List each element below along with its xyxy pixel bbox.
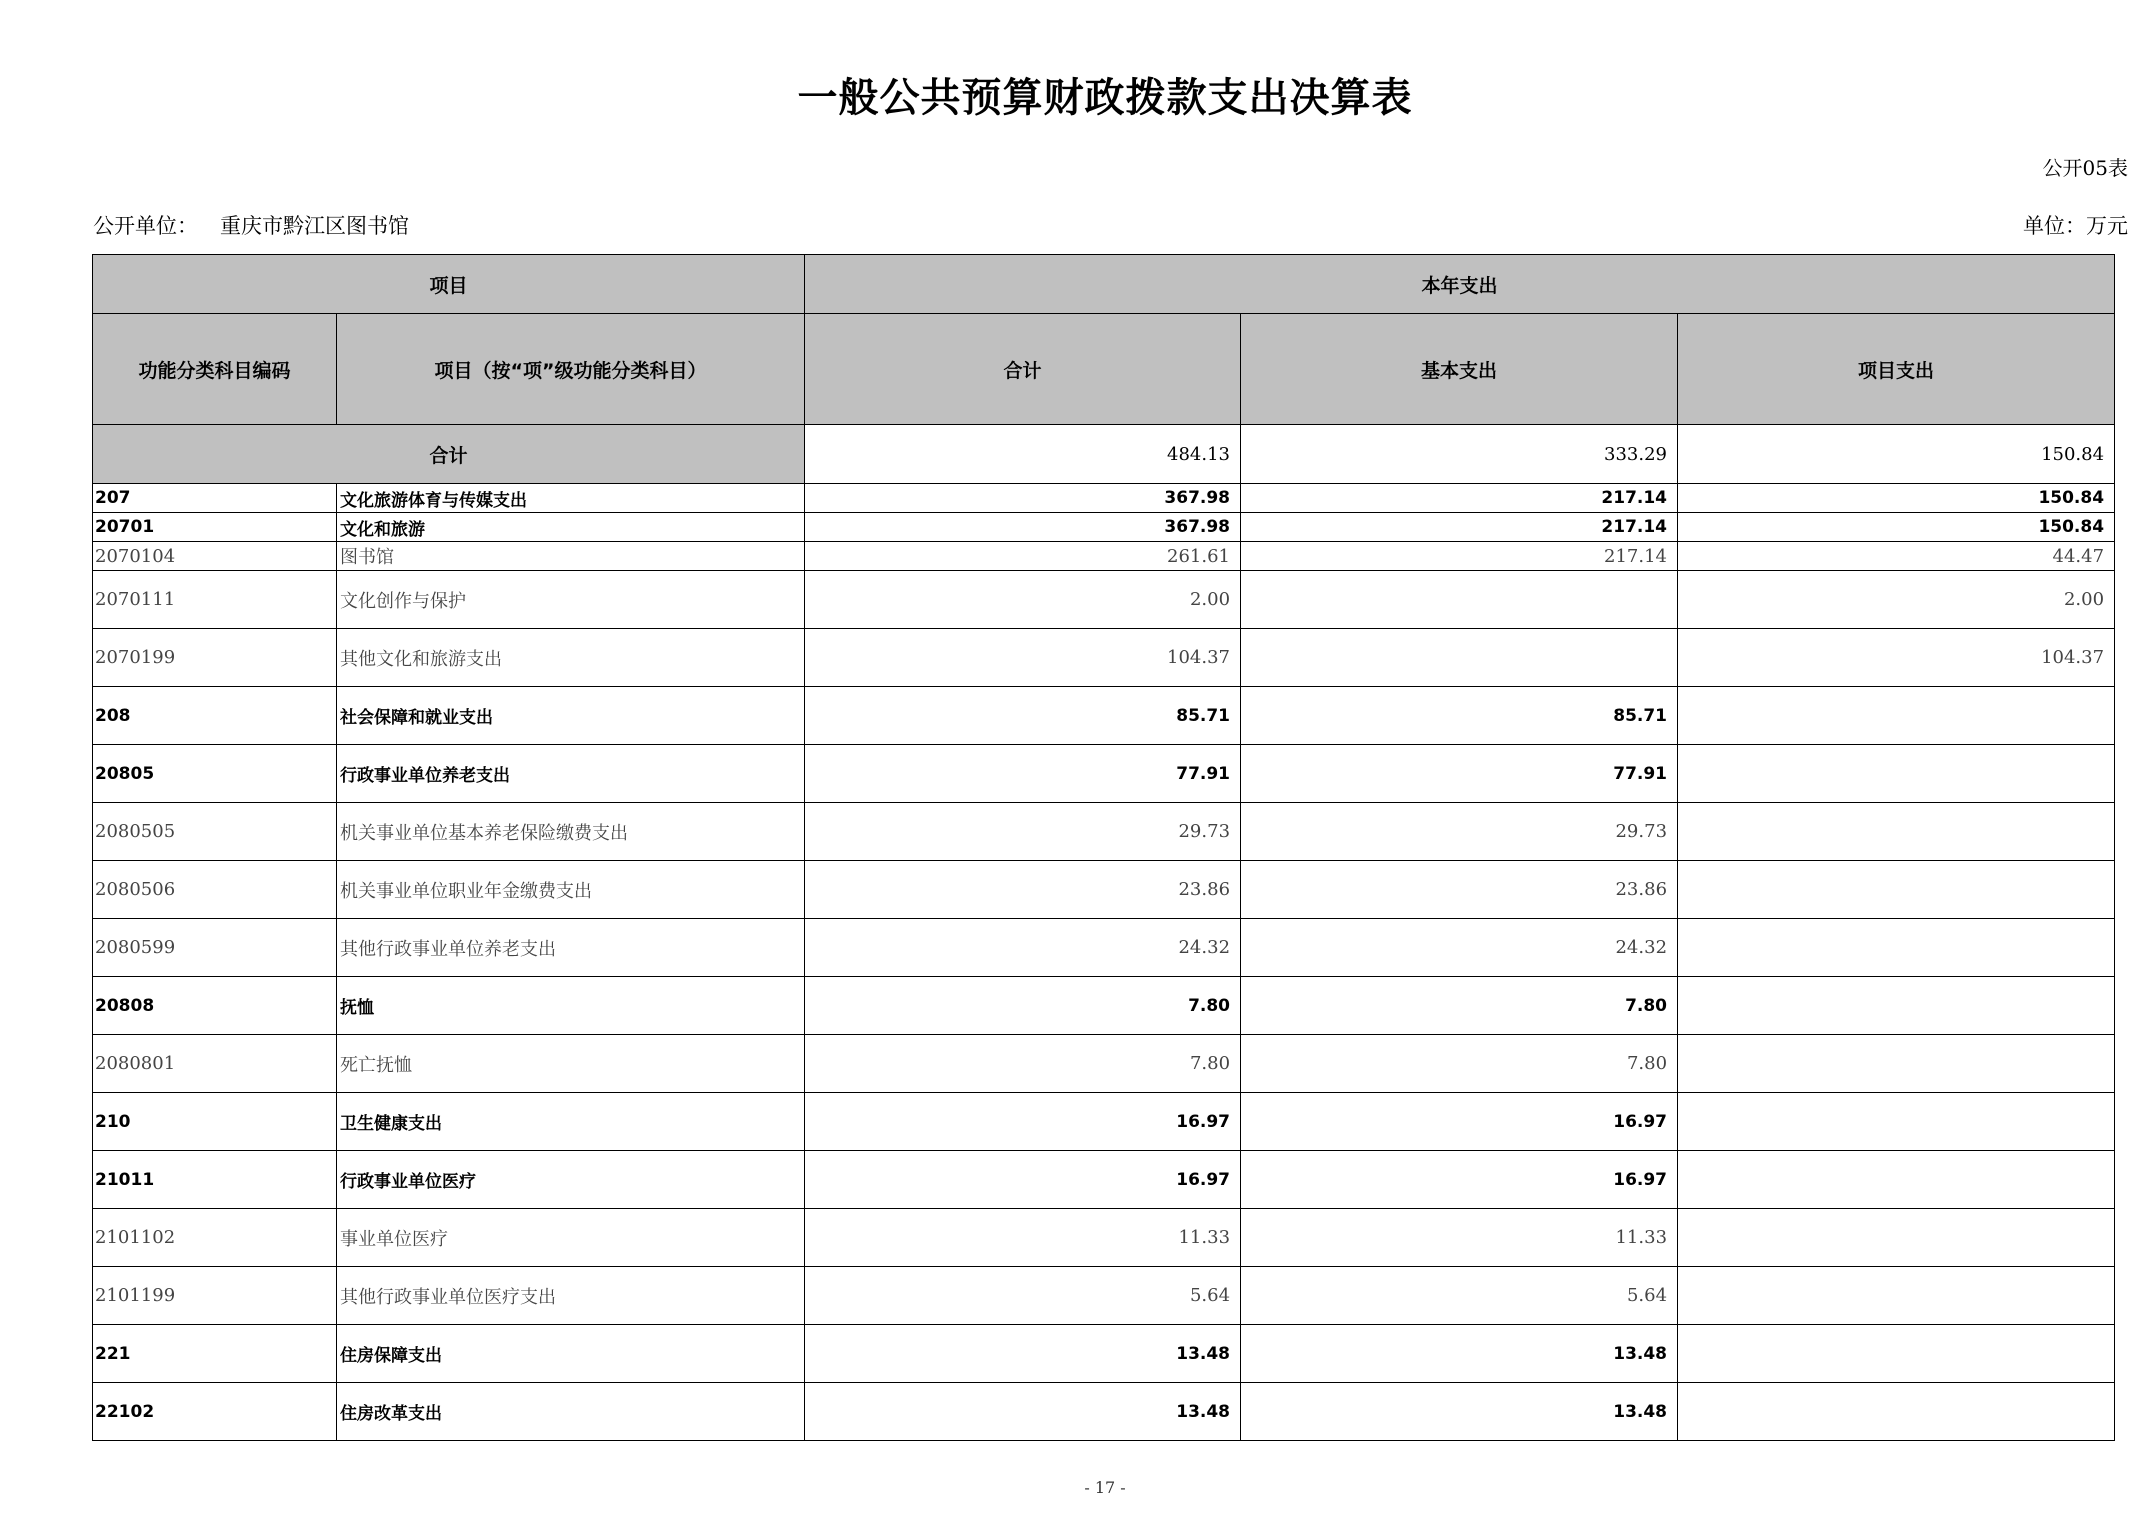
- cell-code: 2080801: [93, 1035, 337, 1093]
- cell-total: 13.48: [805, 1383, 1241, 1441]
- cell-basic: 217.14: [1241, 484, 1678, 513]
- table-row: [93, 1093, 2115, 1151]
- cell-total: 77.91: [805, 745, 1241, 803]
- cell-code: 2070104: [93, 542, 337, 571]
- cell-name: 抚恤: [337, 977, 805, 1035]
- cell-name: 行政事业单位医疗: [337, 1151, 805, 1209]
- cell-project: [1678, 861, 2115, 919]
- cell-basic: 16.97: [1241, 1151, 1678, 1209]
- table-row: [93, 571, 2115, 629]
- cell-name: 图书馆: [337, 542, 805, 571]
- cell-project: 150.84: [1678, 484, 2115, 513]
- cell-code: 207: [93, 484, 337, 513]
- table-row: [93, 977, 2115, 1035]
- cell-code: 2080599: [93, 919, 337, 977]
- page-number: - 17 -: [1084, 1478, 1126, 1497]
- cell-project: [1678, 1267, 2115, 1325]
- cell-code: 2080506: [93, 861, 337, 919]
- cell-name: 事业单位医疗: [337, 1209, 805, 1267]
- cell-total: 7.80: [805, 977, 1241, 1035]
- cell-basic: [1241, 629, 1678, 687]
- total-row-basic: 333.29: [1241, 425, 1678, 484]
- cell-code: 22102: [93, 1383, 337, 1441]
- cell-total: 2.00: [805, 571, 1241, 629]
- cell-name: 社会保障和就业支出: [337, 687, 805, 745]
- table-row: [93, 629, 2115, 687]
- header-project: 项目: [93, 255, 805, 314]
- cell-code: 20805: [93, 745, 337, 803]
- cell-name: 其他行政事业单位养老支出: [337, 919, 805, 977]
- cell-code: 20808: [93, 977, 337, 1035]
- cell-code: 2070111: [93, 571, 337, 629]
- cell-total: 24.32: [805, 919, 1241, 977]
- cell-basic: 29.73: [1241, 803, 1678, 861]
- table-row: [93, 803, 2115, 861]
- cell-code: 208: [93, 687, 337, 745]
- cell-code: 2070199: [93, 629, 337, 687]
- cell-project: 2.00: [1678, 571, 2115, 629]
- publishing-unit: [93, 210, 409, 240]
- cell-code: 221: [93, 1325, 337, 1383]
- cell-project: 150.84: [1678, 513, 2115, 542]
- cell-total: 23.86: [805, 861, 1241, 919]
- cell-code: 2101102: [93, 1209, 337, 1267]
- cell-project: [1678, 919, 2115, 977]
- cell-basic: 85.71: [1241, 687, 1678, 745]
- column-header-item: 项目（按“项”级功能分类科目）: [337, 314, 805, 425]
- publishing-unit-label: 公开单位：: [93, 214, 198, 238]
- table-row: [93, 1267, 2115, 1325]
- cell-total: 367.98: [805, 513, 1241, 542]
- table-row: [93, 919, 2115, 977]
- cell-total: 85.71: [805, 687, 1241, 745]
- table-row: [93, 687, 2115, 745]
- table-code-label: 公开05表: [2042, 156, 2128, 180]
- cell-total: 261.61: [805, 542, 1241, 571]
- cell-project: 44.47: [1678, 542, 2115, 571]
- table-row: [93, 1209, 2115, 1267]
- publishing-unit-name: 重庆市黔江区图书馆: [220, 214, 409, 238]
- cell-project: 104.37: [1678, 629, 2115, 687]
- column-header-code: 功能分类科目编码: [93, 314, 337, 425]
- total-row: [93, 425, 2115, 484]
- cell-total: 104.37: [805, 629, 1241, 687]
- cell-name: 文化旅游体育与传媒支出: [337, 484, 805, 513]
- cell-project: [1678, 745, 2115, 803]
- cell-basic: 24.32: [1241, 919, 1678, 977]
- cell-basic: 217.14: [1241, 542, 1678, 571]
- cell-project: [1678, 977, 2115, 1035]
- column-header-basic: 基本支出: [1241, 314, 1678, 425]
- cell-basic: 16.97: [1241, 1093, 1678, 1151]
- cell-code: 21011: [93, 1151, 337, 1209]
- cell-basic: 7.80: [1241, 977, 1678, 1035]
- page-title: 一般公共预算财政拨款支出决算表: [797, 75, 1413, 121]
- cell-basic: 23.86: [1241, 861, 1678, 919]
- cell-project: [1678, 1035, 2115, 1093]
- cell-basic: 11.33: [1241, 1209, 1678, 1267]
- cell-name: 行政事业单位养老支出: [337, 745, 805, 803]
- cell-code: 20701: [93, 513, 337, 542]
- cell-project: [1678, 1209, 2115, 1267]
- cell-project: [1678, 1383, 2115, 1441]
- cell-total: 367.98: [805, 484, 1241, 513]
- table-row: [93, 1151, 2115, 1209]
- cell-total: 16.97: [805, 1093, 1241, 1151]
- expenditure-table: [92, 254, 2115, 1441]
- cell-name: 卫生健康支出: [337, 1093, 805, 1151]
- cell-code: 2101199: [93, 1267, 337, 1325]
- cell-total: 7.80: [805, 1035, 1241, 1093]
- cell-name: 机关事业单位基本养老保险缴费支出: [337, 803, 805, 861]
- cell-project: [1678, 1325, 2115, 1383]
- cell-total: 13.48: [805, 1325, 1241, 1383]
- cell-basic: 77.91: [1241, 745, 1678, 803]
- cell-basic: [1241, 571, 1678, 629]
- table-row: [93, 484, 2115, 513]
- cell-name: 其他行政事业单位医疗支出: [337, 1267, 805, 1325]
- cell-total: 16.97: [805, 1151, 1241, 1209]
- cell-code: 2080505: [93, 803, 337, 861]
- total-row-label: 合计: [93, 425, 805, 484]
- cell-project: [1678, 1093, 2115, 1151]
- table-row: [93, 861, 2115, 919]
- cell-name: 文化创作与保护: [337, 571, 805, 629]
- cell-basic: 5.64: [1241, 1267, 1678, 1325]
- column-header-total: 合计: [805, 314, 1241, 425]
- cell-total: 11.33: [805, 1209, 1241, 1267]
- currency-unit-label: 单位：万元: [2023, 214, 2128, 238]
- header-current-year-expenditure: 本年支出: [805, 255, 2115, 314]
- cell-code: 210: [93, 1093, 337, 1151]
- table-row: [93, 1035, 2115, 1093]
- column-header-project: 项目支出: [1678, 314, 2115, 425]
- cell-name: 其他文化和旅游支出: [337, 629, 805, 687]
- cell-basic: 13.48: [1241, 1325, 1678, 1383]
- cell-basic: 13.48: [1241, 1383, 1678, 1441]
- table-row: [93, 745, 2115, 803]
- table-row: [93, 1325, 2115, 1383]
- cell-basic: 7.80: [1241, 1035, 1678, 1093]
- cell-name: 文化和旅游: [337, 513, 805, 542]
- cell-total: 29.73: [805, 803, 1241, 861]
- total-row-total: 484.13: [805, 425, 1241, 484]
- cell-project: [1678, 803, 2115, 861]
- cell-basic: 217.14: [1241, 513, 1678, 542]
- cell-name: 死亡抚恤: [337, 1035, 805, 1093]
- cell-total: 5.64: [805, 1267, 1241, 1325]
- table-row: [93, 542, 2115, 571]
- cell-name: 住房保障支出: [337, 1325, 805, 1383]
- cell-project: [1678, 1151, 2115, 1209]
- cell-project: [1678, 687, 2115, 745]
- table-row: [93, 1383, 2115, 1441]
- cell-name: 住房改革支出: [337, 1383, 805, 1441]
- total-row-project: 150.84: [1678, 425, 2115, 484]
- table-row: [93, 513, 2115, 542]
- cell-name: 机关事业单位职业年金缴费支出: [337, 861, 805, 919]
